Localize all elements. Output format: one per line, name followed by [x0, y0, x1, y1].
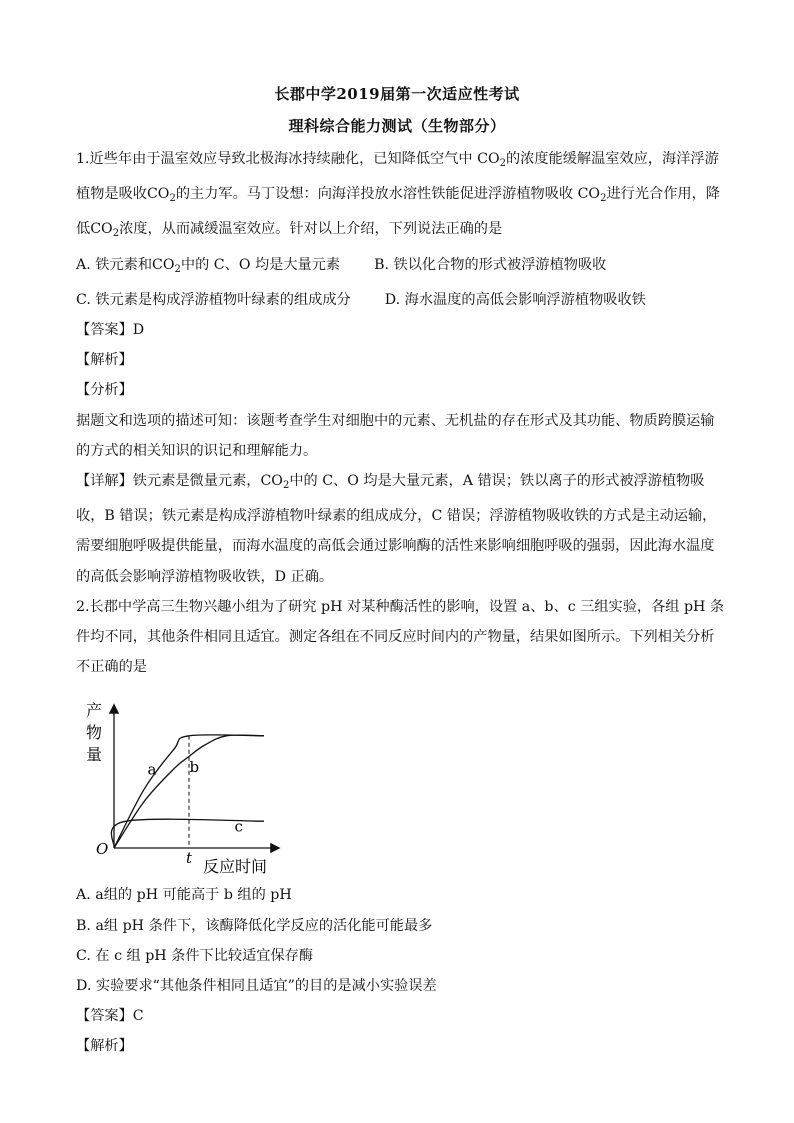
q2-answer: 【答案】C: [76, 1008, 144, 1025]
q2-option-b: B. a组 pH 条件下，该酶降低化学反应的活化能可能最多: [76, 917, 433, 934]
q1-answer: 【答案】D: [76, 322, 145, 339]
q1-options-row-2: [76, 285, 726, 315]
q1-option-a: A. 铁元素和$CO_2$中的 C、O 均是大量元素: [76, 256, 341, 275]
q2-option-d: D. 实验要求“其他条件相同且适宜”的目的是减小实验误差: [76, 978, 437, 995]
exam-subtitle: 理科综合能力测试（生物部分）: [288, 117, 506, 135]
q2-jiexi-heading: 【解析】: [76, 1038, 133, 1055]
q1-options-row-1: [76, 250, 726, 285]
q1-stem: 1.近些年由于温室效应导致北极海冰持续融化，已知降低空气中 $CO_2$的浓度能缓解温室效应，海洋浮游植物是吸收$CO_2$的主力军。马丁设想：向海洋投放水溶性铁能促进浮游植物吸收 $CO_2$进行光合作用，降低$CO_2$浓度，从而减缓温室效应。针对以上介绍，下列说法正确的是: [76, 151, 720, 240]
q2-stem: 2.长郡中学高三生物兴趣小组为了研究 pH 对某种酶活性的影响，设置 a、b、c 三组实验，各组 pH 条件均不同，其他条件相同且适宜。测定各组在不同反应时间内的产物量，结果如图所示。下列相关分析不正确的是: [76, 598, 725, 676]
exam-title: 长郡中学2019届第一次适应性考试: [274, 85, 520, 103]
q1-option-c: C. 铁元素是构成浮游植物叶绿素的组成成分: [76, 291, 351, 308]
y-axis-label: 产 物 量: [86, 701, 103, 765]
t-label: t: [185, 849, 193, 868]
q1-jiexi-heading: 【解析】: [76, 352, 133, 369]
series-a-label: a: [147, 760, 157, 779]
q1-option-b: B. 铁以化合物的形式被浮游植物吸收: [374, 256, 607, 273]
q1-analysis: 据题文和选项的描述可知：该题考查学生对细胞中的元素、无机盐的存在形式及其功能、物质跨膜运输的方式的相关知识的识记和理解能力。: [76, 412, 715, 459]
x-axis-label: 反应时间: [203, 857, 268, 877]
q1-detail: 【详解】铁元素是微量元素，$CO_2$中的 C、O 均是大量元素，A 错误；铁以离子的形式被浮游植物吸收，B 错误；铁元素是构成浮游植物叶绿素的组成成分，C 错误；浮游植物吸收铁的方式是主动运输，需要细胞呼吸提供能量，而海水温度的高低会通过影响酶的活性来影响细胞呼吸的强弱，因此海水温度的高低会影响浮游植物吸收铁，D 正确。: [76, 473, 717, 585]
q2-option-c: C. 在 c 组 pH 条件下比较适宜保存酶: [76, 947, 314, 964]
q1-fenxi-heading: 【分析】: [76, 382, 133, 399]
q2-option-a: A. a组的 pH 可能高于 b 组的 pH: [76, 887, 292, 904]
q2-figure: [76, 682, 726, 880]
question-content: [76, 144, 726, 1062]
origin-label: O: [96, 840, 109, 859]
series-b-label: b: [189, 758, 200, 777]
series-c-label: c: [234, 818, 243, 837]
q1-option-d: D. 海水温度的高低会影响浮游植物吸收铁: [384, 291, 646, 308]
enzyme-product-chart: [86, 698, 286, 878]
